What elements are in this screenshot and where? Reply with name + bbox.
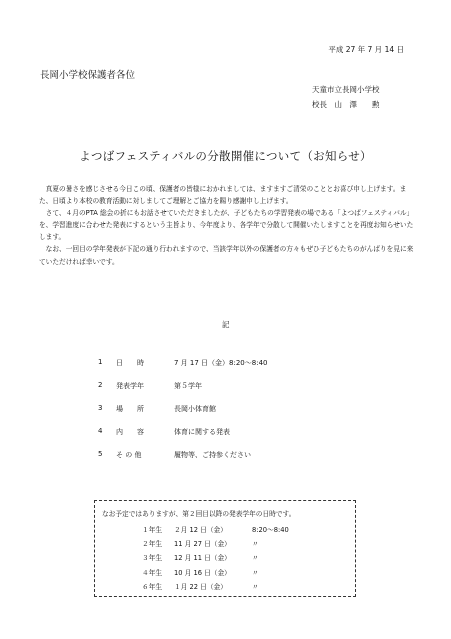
ki-heading: 記 [222,320,230,329]
addressee: 長岡小学校保護者各位 [40,70,136,81]
schedule-time: 8:20～8:40 [252,526,289,534]
detail-number: 4 [98,427,103,435]
schedule-time: 〃 [252,540,259,549]
detail-value: 7 月 17 日（金）8:20～8:40 [174,359,268,367]
detail-number: 5 [98,450,103,458]
detail-label: 内 容 [116,428,144,436]
detail-value: 長岡小体育館 [174,405,216,413]
detail-number: 3 [98,404,103,412]
schedule-grade: ３年生 [142,554,163,563]
schedule-date: 10 月 16 日（金） [174,568,231,577]
detail-number: 1 [98,358,103,366]
schedule-date: ２月 12 日（金） [174,526,227,534]
paragraph-announcement: さて、４月のPTA 総会の折にもお話させていただきましたが、子どもたちの学習発表の場である「よつばフェスティバル」を、学習進度に合わせた発表にするという主旨より、今年度より、各学年で分散して開催いたしますことを再度お知らせいたします。 [39,209,414,242]
schedule-time: 〃 [252,568,259,577]
detail-label: 場 所 [116,405,144,413]
schedule-time: 〃 [252,582,259,591]
body-text [39,183,417,268]
detail-label: 発表学年 [116,382,144,390]
detail-value: 体育に関する発表 [174,428,230,436]
schedule-date: 11 月 27 日（金） [174,540,231,549]
paragraph-greeting: 真夏の暑さを感じさせる今日この頃、保護者の皆様におかれましては、ますますご清栄のこととお喜び申し上げます。また、日頃より本校の教育活動に対しましてご理解とご協力を賜り感謝申し上げます。 [39,185,407,206]
schedule-grade: １年生 [142,526,163,534]
schedule-note: なお予定ではありますが、第２回目以降の発表学年の日時です。 [102,510,296,518]
document-title: よつばフェスティバルの分散開催について（お知らせ） [79,149,372,163]
detail-value: 第５学年 [174,382,202,390]
detail-value: 履物等、ご持参ください [174,451,251,459]
paragraph-invitation: なお、一回目の学年発表が下記の通り行われますので、当該学年以外の保護者の方々もぜひ子どもたちのがんばりを見に来ていただければ幸いです。 [39,245,414,266]
schedule-time: 〃 [252,554,259,563]
document-date: 平成 27 年 7 月 14 日 [328,45,404,54]
schedule-grade: ２年生 [142,540,163,549]
detail-label: そ の 他 [116,451,142,459]
sender-principal: 校長 山 澤 勲 [312,100,380,109]
detail-number: 2 [98,381,103,389]
schedule-date: １月 22 日（金） [174,582,227,591]
schedule-grade: ４年生 [142,568,163,577]
sender-school: 天童市立長岡小学校 [312,85,380,94]
schedule-grade: ６年生 [142,582,163,591]
schedule-date: 12 月 11 日（金） [174,554,231,563]
detail-label: 日 時 [116,359,144,367]
